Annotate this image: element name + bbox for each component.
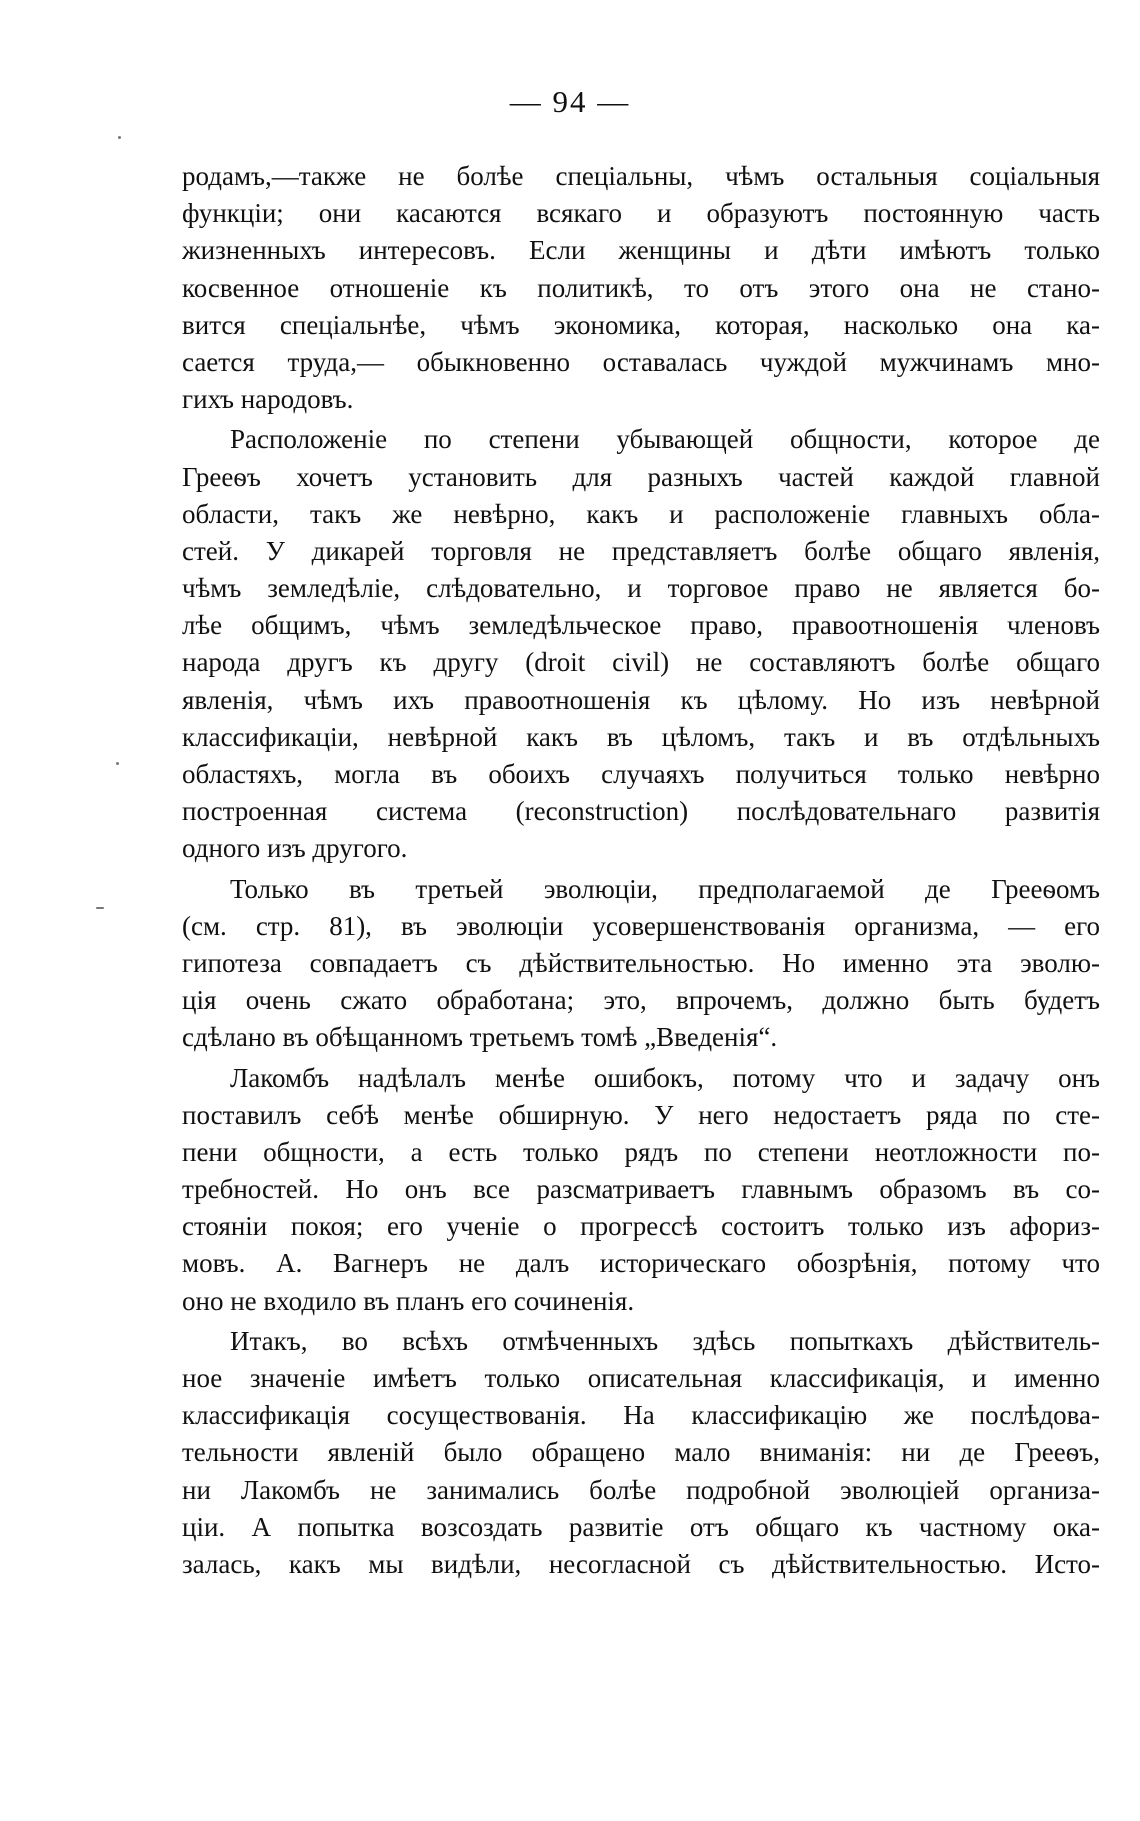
- text-line: явленія, чѣмъ ихъ правоотношенія къ цѣлому. Но изъ невѣрной: [182, 684, 1100, 715]
- text-line: областяхъ, могла въ обоихъ случаяхъ получиться только невѣрно: [182, 759, 1100, 789]
- text-line: народа другъ къ другу (droit civil) не составляютъ болѣе общаго: [182, 647, 1100, 678]
- text-line: сдѣлано въ обѣщанномъ третьемъ томѣ „Введенія“.: [182, 1022, 778, 1053]
- text-line: лѣе общимъ, чѣмъ земледѣльческое право, правоотношенія членовъ: [182, 610, 1100, 641]
- text-line: классификаціи, невѣрной какъ въ цѣломъ, такъ и въ отдѣльныхъ: [182, 721, 1100, 752]
- paragraph-3: [182, 871, 1100, 1057]
- page-body-text: [182, 158, 1100, 1583]
- paragraph-1: [182, 158, 1100, 418]
- text-line: тельности явленій было обращено мало вниманія: ни де Грееѳъ,: [182, 1437, 1100, 1468]
- text-line: поставилъ себѣ менѣе обширную. У него недостаетъ ряда по сте-: [182, 1099, 1100, 1130]
- text-line: чѣмъ земледѣліе, слѣдовательно, и торговое право не является бо-: [182, 573, 1100, 604]
- text-line: Только въ третьей эволюціи, предполагаемой де Грееѳомъ: [230, 873, 1100, 904]
- text-line: одного изъ другого.: [182, 833, 408, 864]
- text-line: (см. стр. 81), въ эволюціи усовершенствованія организма, — его: [182, 910, 1100, 941]
- scan-speck: [116, 762, 119, 765]
- text-line: ція очень сжато обработана; это, впрочемъ, должно быть будетъ: [182, 985, 1100, 1016]
- text-line: Итакъ, во всѣхъ отмѣченныхъ здѣсь попыткахъ дѣйствитель-: [230, 1325, 1100, 1356]
- text-line: жизненныхъ интересовъ. Если женщины и дѣти имѣютъ только: [182, 235, 1100, 266]
- paragraph-2: [182, 421, 1100, 867]
- text-line: вится спеціальнѣе, чѣмъ экономика, которая, насколько она ка-: [182, 309, 1100, 340]
- text-line: классификація сосуществованія. На классификацію же послѣдова-: [182, 1400, 1100, 1431]
- page-number: — 94 —: [509, 84, 631, 119]
- text-line: области, такъ же невѣрно, какъ и расположеніе главныхъ обла-: [182, 498, 1100, 529]
- text-line: косвенное отношеніе къ политикѣ, то отъ этого она не стано-: [182, 272, 1100, 303]
- text-line: построенная система (reconstruction) послѣдовательнаго развитія: [182, 796, 1100, 827]
- text-line: Грееѳъ хочетъ установить для разныхъ частей каждой главной: [182, 461, 1100, 492]
- text-line: родамъ,—также не болѣе спеціальны, чѣмъ остальныя соціальныя: [182, 161, 1100, 191]
- text-line: гихъ народовъ.: [182, 384, 354, 415]
- text-line: ціи. А попытка возсоздать развитіе отъ общаго къ частному ока-: [182, 1511, 1100, 1542]
- text-line: оно не входило въ планъ его сочиненія.: [182, 1285, 635, 1316]
- scan-speck: [118, 136, 121, 139]
- text-line: пени общности, а есть только рядъ по степени неотложности по-: [182, 1136, 1100, 1167]
- text-line: стояніи покоя; его ученіе о прогрессѣ состоитъ только изъ афориз-: [182, 1211, 1100, 1242]
- text-line: ное значеніе имѣетъ только описательная классификація, и именно: [182, 1363, 1100, 1393]
- text-line: стей. У дикарей торговля не представляетъ болѣе общаго явленія,: [182, 535, 1100, 566]
- text-line: залась, какъ мы видѣли, несогласной съ дѣйствительностью. Исто-: [182, 1548, 1100, 1579]
- text-line: сается труда,— обыкновенно оставалась чуждой мужчинамъ мно-: [182, 346, 1100, 377]
- scan-speck: [96, 907, 104, 909]
- paragraph-4: [182, 1060, 1100, 1320]
- text-line: мовъ. А. Вагнеръ не далъ историческаго обозрѣнія, потому что: [182, 1248, 1100, 1279]
- text-line: гипотеза совпадаетъ съ дѣйствительностью. Но именно эта эволю-: [182, 947, 1100, 978]
- paragraph-5: [182, 1323, 1100, 1583]
- text-line: требностей. Но онъ все разсматриваетъ главнымъ образомъ въ со-: [182, 1174, 1100, 1205]
- text-line: Лакомбъ надѣлалъ менѣе ошибокъ, потому что и задачу онъ: [230, 1062, 1100, 1093]
- text-line: функціи; они касаются всякаго и образуютъ постоянную часть: [182, 198, 1100, 229]
- text-line: Расположеніе по степени убывающей общности, которое де: [230, 424, 1100, 455]
- text-line: ни Лакомбъ не занимались болѣе подробной эволюціей организа-: [182, 1474, 1100, 1505]
